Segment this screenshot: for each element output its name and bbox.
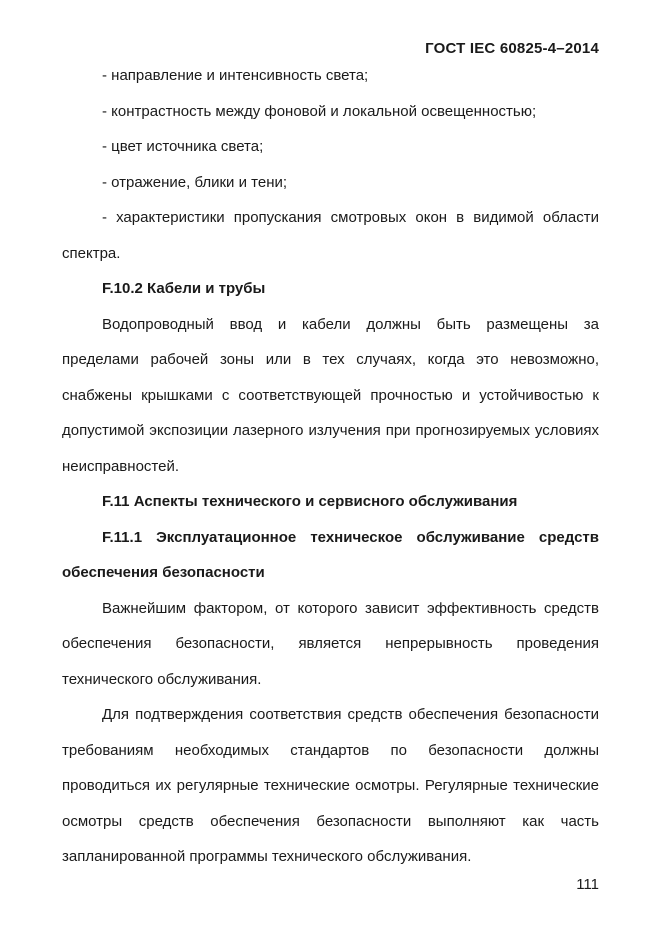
paragraph-f11-1-b: Для подтверждения соответствия средств обеспечения безопасности требованиям необходимых стандартов по безопасности должны проводиться их регулярные технические осмотры. Регулярные технические осмотры средств обеспечения безопасности выполняют как часть запланированной программы технического обслуживания.	[62, 706, 599, 865]
list-item: - направление и интенсивность света;	[102, 67, 369, 84]
list-item: - контрастность между фоновой и локальной освещенностью;	[102, 102, 537, 120]
page-content	[62, 58, 599, 875]
section-heading-f10-2: F.10.2 Кабели и трубы	[102, 280, 266, 297]
section-heading-f11-1: F.11.1 Эксплуатационное техническое обслуживание средств обеспечения безопасности	[62, 528, 599, 581]
list-item: - отражение, блики и тени;	[102, 173, 288, 191]
paragraph-f10-2: Водопроводный ввод и кабели должны быть размещены за пределами рабочей зоны или в тех случаях, когда это невозможно, снабжены крышками с соответствующей прочностью и устойчивостью к допустимой экспозиции лазерного излучения при прогнозируемых условиях неисправностей.	[62, 315, 599, 475]
list-item: - цвет источника света;	[102, 138, 264, 155]
section-heading-f11: F.11 Аспекты технического и сервисного обслуживания	[102, 493, 518, 510]
list-item: - характеристики пропускания смотровых окон в видимой области спектра.	[62, 209, 599, 262]
paragraph-f11-1-a: Важнейшим фактором, от которого зависит эффективность средств обеспечения безопасности, является непрерывность проведения технического обслуживания.	[62, 599, 599, 688]
page-header-doc-code: ГОСТ IEC 60825-4–2014	[425, 40, 599, 57]
page-number: 111	[576, 876, 599, 893]
